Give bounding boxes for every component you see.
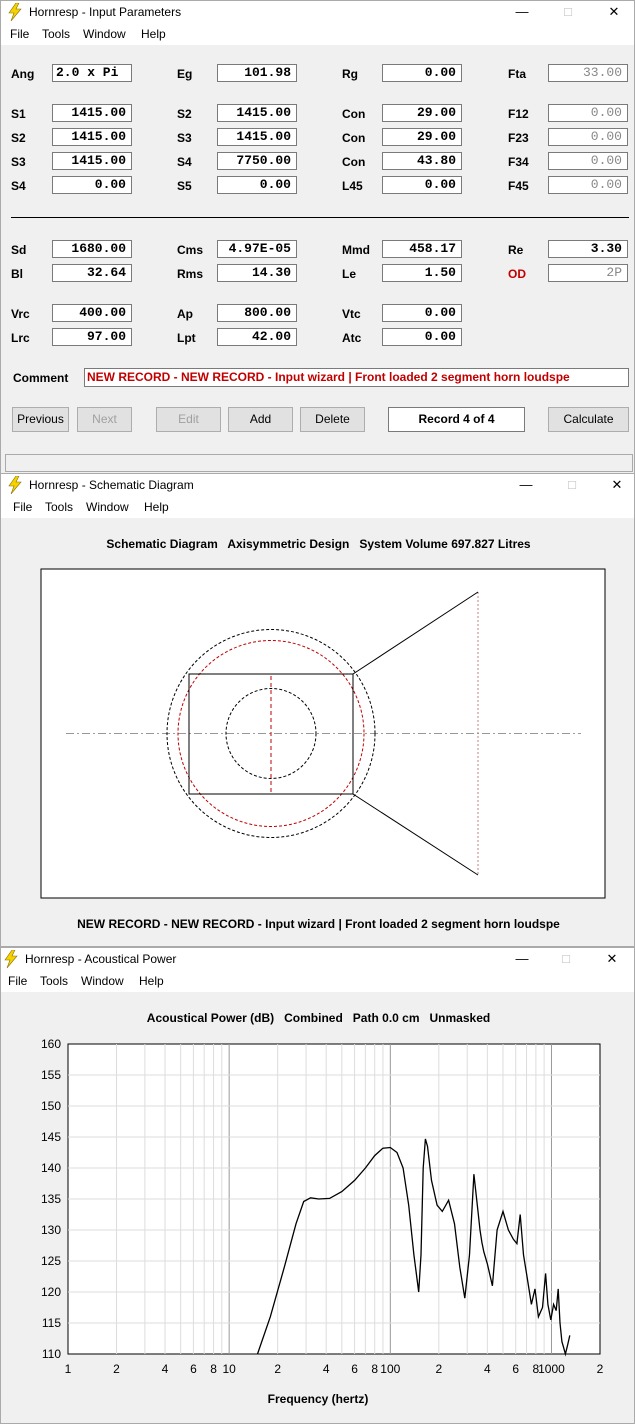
x-tick-label: 2 bbox=[113, 1362, 120, 1376]
field-eg[interactable]: 101.98 bbox=[217, 64, 297, 82]
label-s3: S3 bbox=[11, 155, 26, 169]
schematic-header: Schematic Diagram Axisymmetric Design System Volume 697.827 Litres bbox=[106, 537, 531, 551]
label-s3a: S3 bbox=[177, 131, 192, 145]
field-s5[interactable]: 0.00 bbox=[217, 176, 297, 194]
label-le: Le bbox=[342, 267, 357, 281]
menu-tools[interactable]: Tools bbox=[45, 500, 74, 514]
field-f34[interactable]: 0.00 bbox=[548, 152, 628, 170]
label-f34: F34 bbox=[508, 155, 529, 169]
field-s4a[interactable]: 7750.00 bbox=[217, 152, 297, 170]
label-ang: Ang bbox=[11, 67, 35, 81]
field-re[interactable]: 3.30 bbox=[548, 240, 628, 258]
label-lrc: Lrc bbox=[11, 331, 30, 345]
field-lrc[interactable]: 97.00 bbox=[52, 328, 132, 346]
acoustical-power-window bbox=[0, 947, 635, 1424]
status-bar bbox=[5, 454, 633, 472]
label-s4: S4 bbox=[11, 179, 26, 193]
delete-button[interactable]: Delete bbox=[300, 407, 365, 432]
label-s4a: S4 bbox=[177, 155, 192, 169]
label-od: OD bbox=[508, 267, 526, 281]
field-f12[interactable]: 0.00 bbox=[548, 104, 628, 122]
y-tick-label: 135 bbox=[40, 1192, 61, 1206]
label-rms: Rms bbox=[177, 267, 204, 281]
label-lpt: Lpt bbox=[177, 331, 196, 345]
label-bl: Bl bbox=[11, 267, 23, 281]
add-button[interactable]: Add bbox=[228, 407, 293, 432]
schematic-window bbox=[0, 473, 635, 947]
close-button[interactable]: ✕ bbox=[606, 951, 618, 966]
field-s2a[interactable]: 1415.00 bbox=[217, 104, 297, 122]
comment-label: Comment bbox=[13, 371, 69, 385]
x-tick-label: 4 bbox=[161, 1362, 169, 1376]
x-tick-label: 8 bbox=[210, 1362, 217, 1376]
y-tick-label: 130 bbox=[40, 1223, 61, 1237]
field-vrc[interactable]: 400.00 bbox=[52, 304, 132, 322]
x-tick-label: 4 bbox=[484, 1362, 491, 1376]
next-button[interactable]: Next bbox=[77, 407, 132, 432]
edit-button[interactable]: Edit bbox=[156, 407, 221, 432]
y-tick-label: 150 bbox=[40, 1099, 61, 1113]
field-ang[interactable]: 2.0 x Pi bbox=[52, 64, 132, 82]
field-s1[interactable]: 1415.00 bbox=[52, 104, 132, 122]
x-tick-label: 8 bbox=[371, 1362, 379, 1376]
x-tick-label: 6 bbox=[512, 1362, 520, 1376]
x-tick-label: 100 bbox=[380, 1362, 401, 1376]
hornresp-logo-icon bbox=[7, 3, 23, 21]
field-f45[interactable]: 0.00 bbox=[548, 176, 628, 194]
y-tick-label: 110 bbox=[41, 1347, 61, 1361]
label-f23: F23 bbox=[508, 131, 529, 145]
label-l45: L45 bbox=[342, 179, 363, 193]
menu-window[interactable]: Window bbox=[86, 500, 129, 514]
field-con3[interactable]: 43.80 bbox=[382, 152, 462, 170]
x-tick-label: 4 bbox=[322, 1362, 330, 1376]
label-ap: Ap bbox=[177, 307, 193, 321]
menu-help[interactable]: Help bbox=[139, 974, 164, 988]
field-bl[interactable]: 32.64 bbox=[52, 264, 132, 282]
x-tick-label: 8 bbox=[532, 1362, 540, 1376]
x-tick-label: 1 bbox=[64, 1362, 72, 1376]
label-con2: Con bbox=[342, 131, 366, 145]
y-tick-label: 125 bbox=[40, 1254, 61, 1268]
window-title: Hornresp - Acoustical Power bbox=[25, 952, 177, 966]
window-title: Hornresp - Input Parameters bbox=[29, 5, 182, 19]
menu-window[interactable]: Window bbox=[81, 974, 124, 988]
window-title: Hornresp - Schematic Diagram bbox=[29, 478, 194, 492]
field-ap[interactable]: 800.00 bbox=[217, 304, 297, 322]
close-button[interactable]: ✕ bbox=[611, 477, 623, 492]
maximize-button[interactable]: □ bbox=[564, 4, 572, 19]
field-f23[interactable]: 0.00 bbox=[548, 128, 628, 146]
x-tick-label: 10 bbox=[222, 1362, 236, 1376]
x-tick-label: 1000 bbox=[538, 1362, 565, 1376]
y-tick-labels bbox=[41, 1037, 61, 1361]
menu-file[interactable]: File bbox=[13, 500, 33, 514]
label-eg: Eg bbox=[177, 67, 193, 81]
x-tick-label: 6 bbox=[351, 1362, 358, 1376]
field-od[interactable]: 2P bbox=[548, 264, 628, 282]
y-tick-label: 120 bbox=[40, 1285, 61, 1299]
input-parameters-window bbox=[0, 0, 635, 474]
field-s2[interactable]: 1415.00 bbox=[52, 128, 132, 146]
field-lpt[interactable]: 42.00 bbox=[217, 328, 297, 346]
menu-tools[interactable]: Tools bbox=[42, 27, 71, 41]
label-con3: Con bbox=[342, 155, 366, 169]
label-sd: Sd bbox=[11, 243, 27, 257]
menu-file[interactable]: File bbox=[10, 27, 30, 41]
comment-field[interactable]: NEW RECORD - NEW RECORD - Input wizard | Front loaded 2 segment horn loudspe bbox=[84, 368, 629, 387]
input-menubar bbox=[1, 23, 634, 45]
x-tick-label: 2 bbox=[274, 1362, 282, 1376]
maximize-button[interactable]: □ bbox=[568, 477, 576, 492]
field-cms[interactable]: 4.97E-05 bbox=[217, 240, 297, 258]
field-vtc[interactable]: 0.00 bbox=[382, 304, 462, 322]
field-s3a[interactable]: 1415.00 bbox=[217, 128, 297, 146]
schematic-footer: NEW RECORD - NEW RECORD - Input wizard | Front loaded 2 segment horn loudspe bbox=[77, 917, 560, 931]
schematic-diagram bbox=[1, 474, 634, 946]
menu-tools[interactable]: Tools bbox=[40, 974, 69, 988]
previous-button[interactable]: Previous bbox=[12, 407, 69, 432]
close-button[interactable]: ✕ bbox=[608, 4, 620, 19]
y-tick-label: 145 bbox=[40, 1130, 61, 1144]
label-s2a: S2 bbox=[177, 107, 192, 121]
x-axis-label: Frequency (hertz) bbox=[267, 1392, 369, 1406]
x-tick-labels bbox=[65, 1362, 604, 1376]
field-le[interactable]: 1.50 bbox=[382, 264, 462, 282]
field-mmd[interactable]: 458.17 bbox=[382, 240, 462, 258]
field-fta[interactable]: 33.00 bbox=[548, 64, 628, 82]
field-rg[interactable]: 0.00 bbox=[382, 64, 462, 82]
minimize-button[interactable]: — bbox=[515, 951, 529, 966]
field-atc[interactable]: 0.00 bbox=[382, 328, 462, 346]
x-tick-label: 2 bbox=[435, 1362, 443, 1376]
field-l45[interactable]: 0.00 bbox=[382, 176, 462, 194]
label-f12: F12 bbox=[508, 107, 529, 121]
separator bbox=[11, 217, 629, 218]
field-sd[interactable]: 1680.00 bbox=[52, 240, 132, 258]
label-f45: F45 bbox=[508, 179, 529, 193]
label-s1: S1 bbox=[11, 107, 26, 121]
record-indicator: Record 4 of 4 bbox=[388, 407, 525, 432]
label-s2: S2 bbox=[11, 131, 26, 145]
label-con1: Con bbox=[342, 107, 366, 121]
maximize-button[interactable]: □ bbox=[562, 951, 570, 966]
field-s4[interactable]: 0.00 bbox=[52, 176, 132, 194]
y-tick-label: 140 bbox=[40, 1161, 61, 1175]
label-s5: S5 bbox=[177, 179, 192, 193]
field-con1[interactable]: 29.00 bbox=[382, 104, 462, 122]
y-tick-label: 160 bbox=[40, 1037, 61, 1051]
y-tick-label: 115 bbox=[41, 1316, 61, 1330]
menu-help[interactable]: Help bbox=[141, 27, 166, 41]
field-con2[interactable]: 29.00 bbox=[382, 128, 462, 146]
label-vtc: Vtc bbox=[342, 307, 361, 321]
label-fta: Fta bbox=[508, 67, 526, 81]
input-titlebar bbox=[1, 1, 634, 23]
x-tick-label: 6 bbox=[190, 1362, 197, 1376]
menu-window[interactable]: Window bbox=[83, 27, 126, 41]
menu-file[interactable]: File bbox=[8, 974, 28, 988]
menu-help[interactable]: Help bbox=[144, 500, 169, 514]
label-rg: Rg bbox=[342, 67, 358, 81]
minimize-button[interactable]: — bbox=[515, 4, 529, 19]
acoustical-power-chart bbox=[1, 948, 634, 1423]
chart-title: Acoustical Power (dB) Combined Path 0.0 cm Unmasked bbox=[146, 1011, 491, 1025]
y-tick-label: 155 bbox=[40, 1068, 61, 1082]
field-rms[interactable]: 14.30 bbox=[217, 264, 297, 282]
field-s3[interactable]: 1415.00 bbox=[52, 152, 132, 170]
minimize-button[interactable]: — bbox=[519, 477, 533, 492]
x-tick-label: 2 bbox=[596, 1362, 604, 1376]
label-cms: Cms bbox=[177, 243, 204, 257]
label-atc: Atc bbox=[342, 331, 362, 345]
label-mmd: Mmd bbox=[342, 243, 370, 257]
label-vrc: Vrc bbox=[11, 307, 30, 321]
calculate-button[interactable]: Calculate bbox=[548, 407, 629, 432]
label-re: Re bbox=[508, 243, 524, 257]
